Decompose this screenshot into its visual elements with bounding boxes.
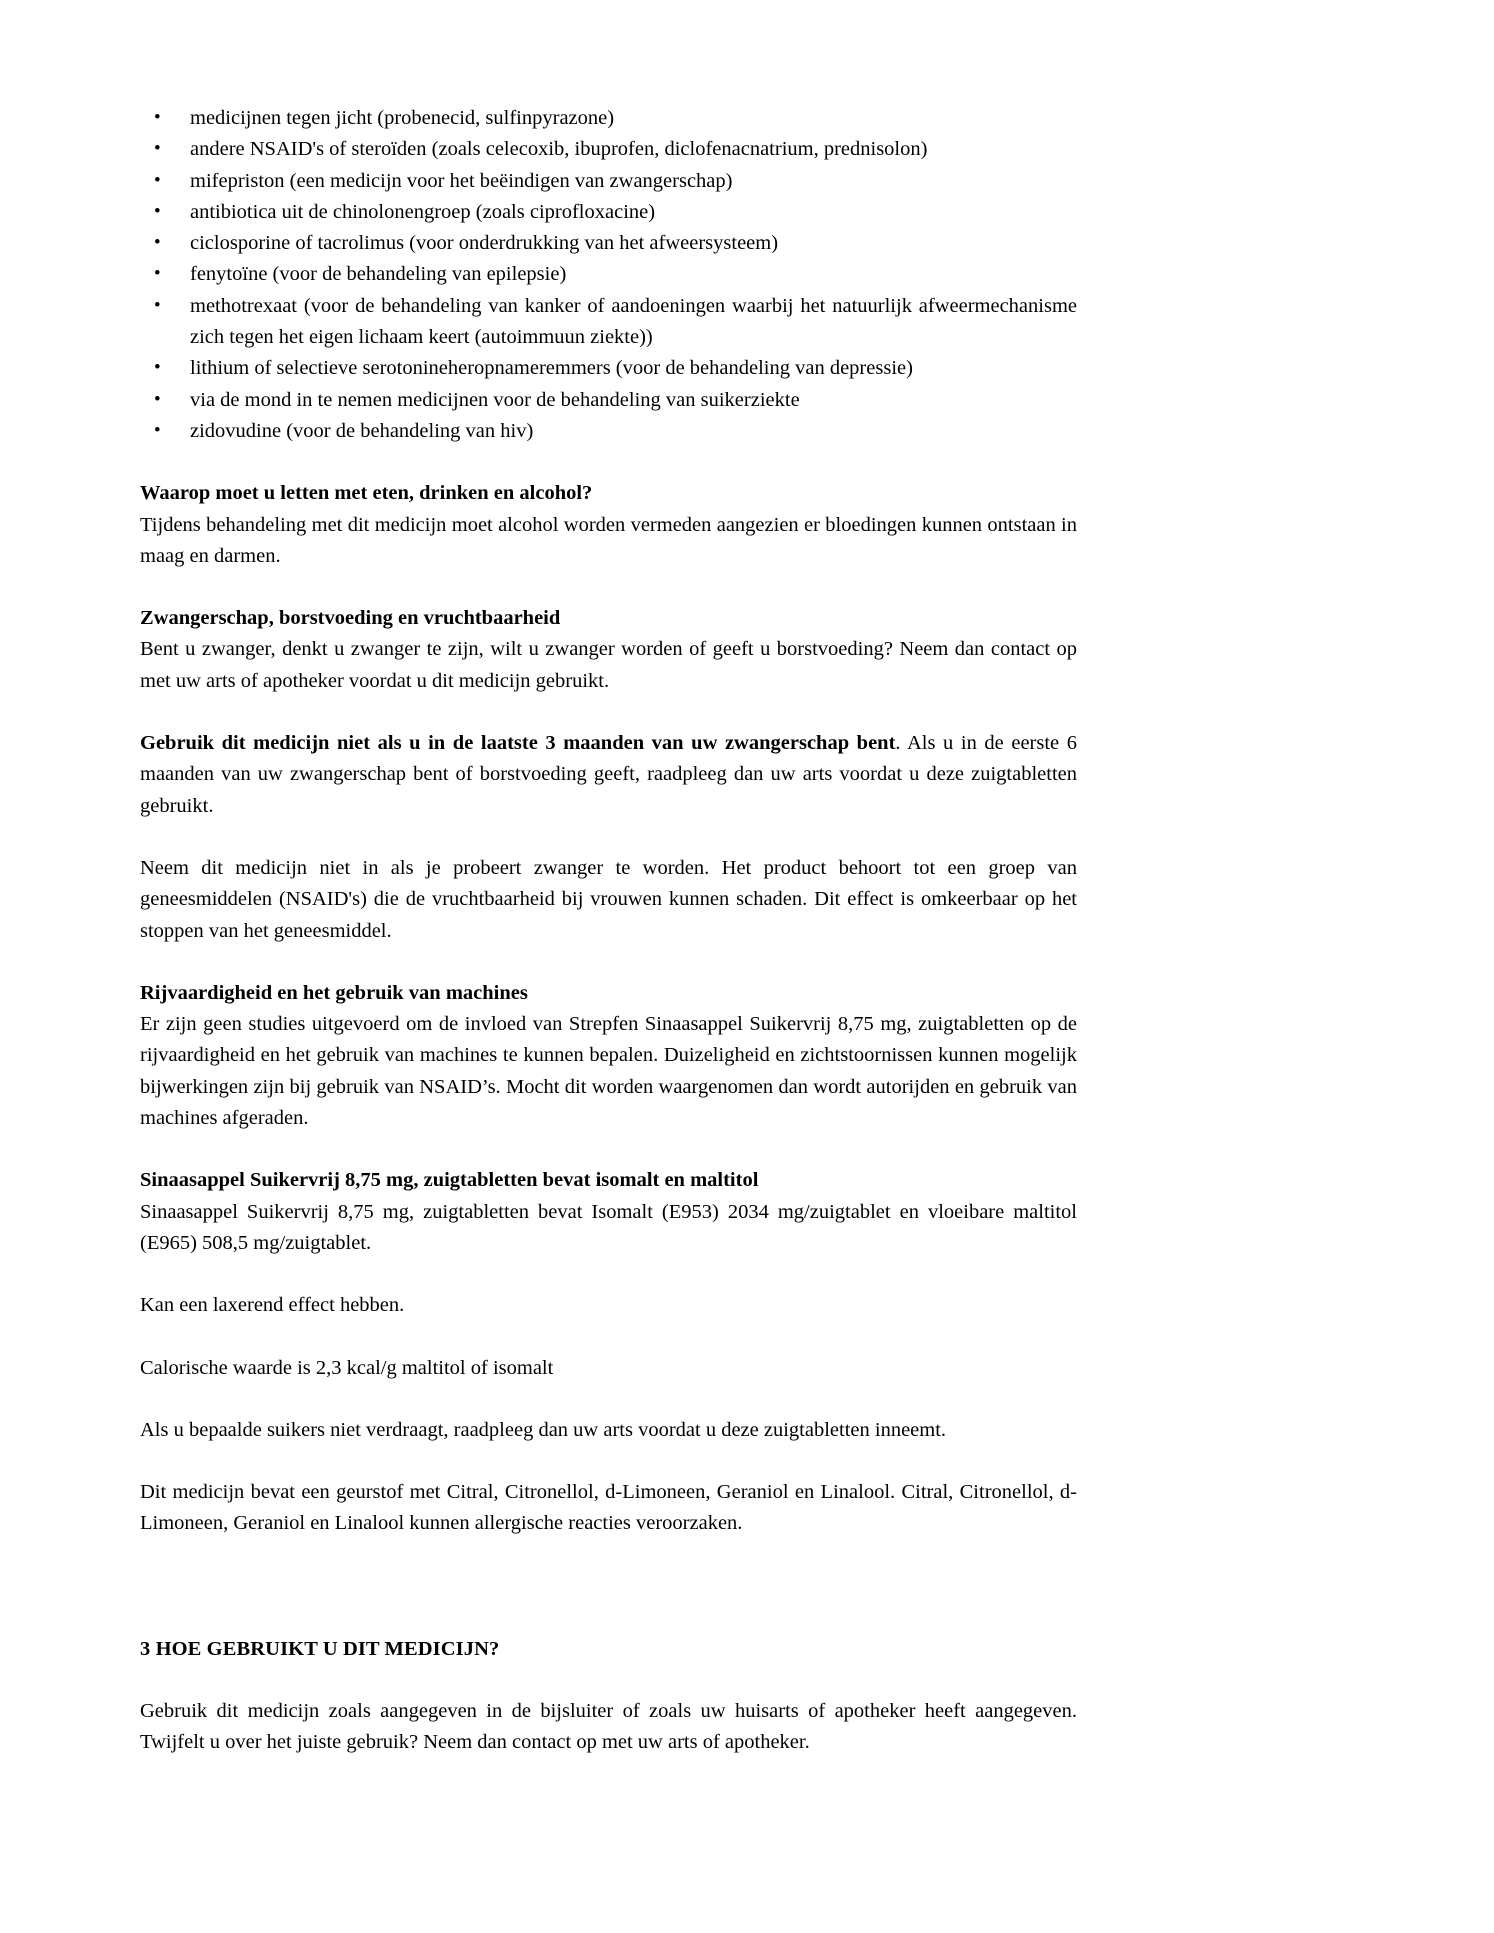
spacer: [140, 1322, 1077, 1353]
spacer: [140, 697, 1077, 728]
list-item: [140, 353, 1077, 384]
paragraph-caloric-value: Calorische waarde is 2,3 kcal/g maltitol of isomalt: [140, 1356, 554, 1379]
paragraph-excipients: Sinaasappel Suikervrij 8,75 mg, zuigtabletten bevat Isomalt (E953) 2034 mg/zuigtablet en vloeibare maltitol (E965) 508,5 mg/zuigtablet.: [140, 1200, 1077, 1254]
list-item: [140, 103, 1077, 134]
list-item-text: • ciclosporine of tacrolimus (voor onderdrukking van het afweersysteem): [190, 232, 779, 255]
heading-excipients: Sinaasappel Suikervrij 8,75 mg, zuigtabletten bevat isomalt en maltitol: [140, 1169, 759, 1192]
list-item-text: • methotrexaat (voor de behandeling van kanker of aandoeningen waarbij het natuurlijk afweermechanisme zich tegen het eigen lichaam keert (autoimmuun ziekte)): [190, 294, 1077, 349]
list-item-text: • antibiotica uit de chinolonengroep (zoals ciprofloxacine): [190, 200, 656, 223]
paragraph-section-3: Gebruik dit medicijn zoals aangegeven in de bijsluiter of zoals uw huisarts of apotheker heeft aangegeven. Twijfelt u over het juiste gebruik? Neem dan contact op met uw arts of apotheker.: [140, 1699, 1077, 1754]
spacer: [140, 1665, 1077, 1696]
list-item: [140, 228, 1077, 259]
list-item-text: • mifepriston (een medicijn voor het beëindigen van zwangerschap): [190, 169, 733, 192]
heading-driving-machines: Rijvaardigheid en het gebruik van machines: [140, 981, 528, 1004]
document-body: [140, 103, 1077, 1759]
spacer: [140, 1134, 1077, 1165]
pregnancy-warning-bold-lead: Gebruik dit medicijn niet als u in de laatste 3 maanden van uw zwangerschap bent: [140, 732, 896, 755]
spacer: [140, 947, 1077, 978]
heading-section-3: 3 HOE GEBRUIKT U DIT MEDICIJN?: [140, 1637, 500, 1660]
paragraph-food-drink-alcohol: Tijdens behandeling met dit medicijn moet alcohol worden vermeden aangezien er bloedingen kunnen ontstaan in maag en darmen.: [140, 513, 1077, 567]
heading-pregnancy: Zwangerschap, borstvoeding en vruchtbaarheid: [140, 607, 561, 630]
paragraph-fragrance-warning: Dit medicijn bevat een geurstof met Citral, Citronellol, d-Limoneen, Geraniol en Linalool. Citral, Citronellol, d-Limoneen, Geraniol en Linalool kunnen allergische reacties veroorzaken.: [140, 1481, 1077, 1535]
spacer: [140, 1384, 1077, 1415]
paragraph-pregnancy-warning: [140, 728, 1077, 822]
paragraph-fertility: Neem dit medicijn niet in als je probeert zwanger te worden. Het product behoort tot een groep van geneesmiddelen (NSAID's) die de vruchtbaarheid bij vrouwen kunnen schaden. Dit effect is omkeerbaar op het stoppen van het geneesmiddel.: [140, 856, 1077, 942]
list-item: [140, 385, 1077, 416]
list-item: [140, 416, 1077, 447]
spacer: [140, 1446, 1077, 1477]
spacer: [140, 822, 1077, 853]
list-item: [140, 197, 1077, 228]
list-item: [140, 166, 1077, 197]
list-item: [140, 259, 1077, 290]
spacer: [140, 447, 1077, 478]
list-item-text: • medicijnen tegen jicht (probenecid, sulfinpyrazone): [190, 107, 615, 129]
list-item-text: • fenytoïne (voor de behandeling van epilepsie): [190, 263, 567, 286]
paragraph-driving-machines: Er zijn geen studies uitgevoerd om de invloed van Strepfen Sinaasappel Suikervrij 8,75 mg, zuigtabletten op de rijvaardigheid en het gebruik van machines te kunnen bepalen. Duizeligheid en zichtstoornissen kunnen mogelijk bijwerkingen zijn bij gebruik van NSAID’s. Mocht dit worden waargenomen dan wordt autorijden en gebruik van machines afgeraden.: [140, 1013, 1077, 1130]
list-item: [140, 134, 1077, 165]
interacting-medicines-list: [140, 103, 1077, 447]
spacer: [140, 1259, 1077, 1290]
list-item: [140, 291, 1077, 354]
list-item-text: • lithium of selectieve serotonineheropnameremmers (voor de behandeling van depressie): [190, 357, 913, 380]
list-item-text: • zidovudine (voor de behandeling van hiv): [190, 419, 534, 442]
heading-food-drink-alcohol: Waarop moet u letten met eten, drinken en alcohol?: [140, 482, 593, 505]
list-item-text: • via de mond in te nemen medicijnen voor de behandeling van suikerziekte: [190, 388, 800, 411]
spacer: [140, 572, 1077, 603]
paragraph-sugar-warning: Als u bepaalde suikers niet verdraagt, raadpleeg dan uw arts voordat u deze zuigtabletten inneemt.: [140, 1418, 947, 1441]
paragraph-laxative-note: Kan een laxerend effect hebben.: [140, 1294, 405, 1317]
paragraph-pregnancy: Bent u zwanger, denkt u zwanger te zijn, wilt u zwanger worden of geeft u borstvoeding? Neem dan contact op met uw arts of apotheker voordat u dit medicijn gebruikt.: [140, 638, 1077, 692]
list-item-text: • andere NSAID's of steroïden (zoals celecoxib, ibuprofen, diclofenacnatrium, prednisolon): [190, 138, 928, 161]
pregnancy-warning-rest: . Als u in de eerste 6 maanden van uw zwangerschap bent of borstvoeding geeft, raadpleeg dan uw arts voordat u deze zuigtabletten gebruikt.: [140, 732, 1077, 817]
spacer: [140, 1540, 1077, 1634]
